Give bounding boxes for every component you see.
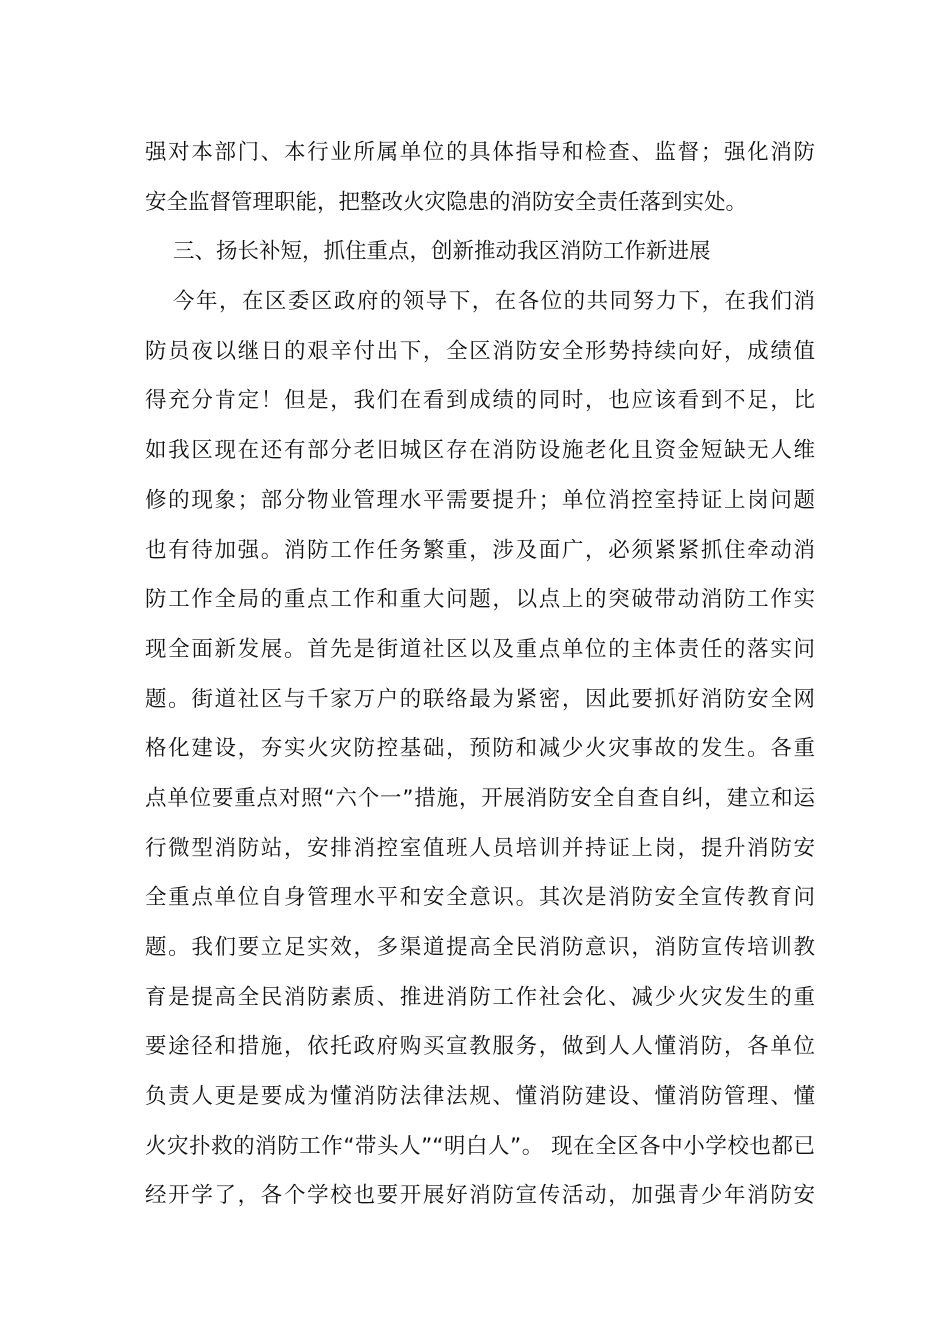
text-line: 如我区现在还有部分老旧城区存在消防设施老化且资金短缺无人维 <box>145 438 815 464</box>
text-line: 经开学了，各个学校也要开展好消防宣传活动，加强青少年消防安 <box>145 1183 815 1209</box>
text-line: 修的现象；部分物业管理水平需要提升；单位消控室持证上岗问题 <box>145 487 815 513</box>
text-line: 火灾扑救的消防工作“带头人”“明白人”。 现在全区各中小学校也都已 <box>145 1133 815 1159</box>
text-line: 防工作全局的重点工作和重大问题，以点上的突破带动消防工作实 <box>145 587 815 613</box>
text-line: 要途径和措施，依托政府购买宣教服务，做到人人懂消防，各单位 <box>145 1034 815 1060</box>
text-line: 点单位要重点对照“六个一”措施，开展消防安全自查自纠，建立和运 <box>145 785 815 811</box>
text-line: 防员夜以继日的艰辛付出下，全区消防安全形势持续向好，成绩值 <box>145 338 815 364</box>
text-line: 得充分肯定！但是，我们在看到成绩的同时，也应该看到不足，比 <box>145 388 815 414</box>
text-line: 全重点单位自身管理水平和安全意识。其次是消防安全宣传教育问 <box>145 885 815 911</box>
text-line: 安全监督管理职能，把整改火灾隐患的消防安全责任落到实处。 <box>145 189 748 215</box>
section-heading: 三、扬长补短，抓住重点，创新推动我区消防工作新进展 <box>173 239 711 265</box>
text-line: 也有待加强。消防工作任务繁重，涉及面广，必须紧紧抓住牵动消 <box>145 537 815 563</box>
text-line: 负责人更是要成为懂消防法律法规、懂消防建设、懂消防管理、懂 <box>145 1084 815 1110</box>
text-line: 育是提高全民消防素质、推进消防工作社会化、减少火灾发生的重 <box>145 984 815 1010</box>
text-line: 题。我们要立足实效，多渠道提高全民消防意识，消防宣传培训教 <box>145 935 815 960</box>
body-text <box>145 128 815 1221</box>
text-line: 行微型消防站，安排消控室值班人员培训并持证上岗，提升消防安 <box>145 835 815 861</box>
text-line: 题。街道社区与千家万户的联络最为紧密，因此要抓好消防安全网 <box>145 686 815 712</box>
text-line: 格化建设，夯实火灾防控基础，预防和减少火灾事故的发生。各重 <box>145 736 815 762</box>
text-line: 强对本部门、本行业所属单位的具体指导和检查、监督；强化消防 <box>145 140 815 165</box>
text-line: 今年，在区委区政府的领导下，在各位的共同努力下，在我们消 <box>173 289 815 315</box>
text-line: 现全面新发展。首先是街道社区以及重点单位的主体责任的落实问 <box>145 636 815 662</box>
